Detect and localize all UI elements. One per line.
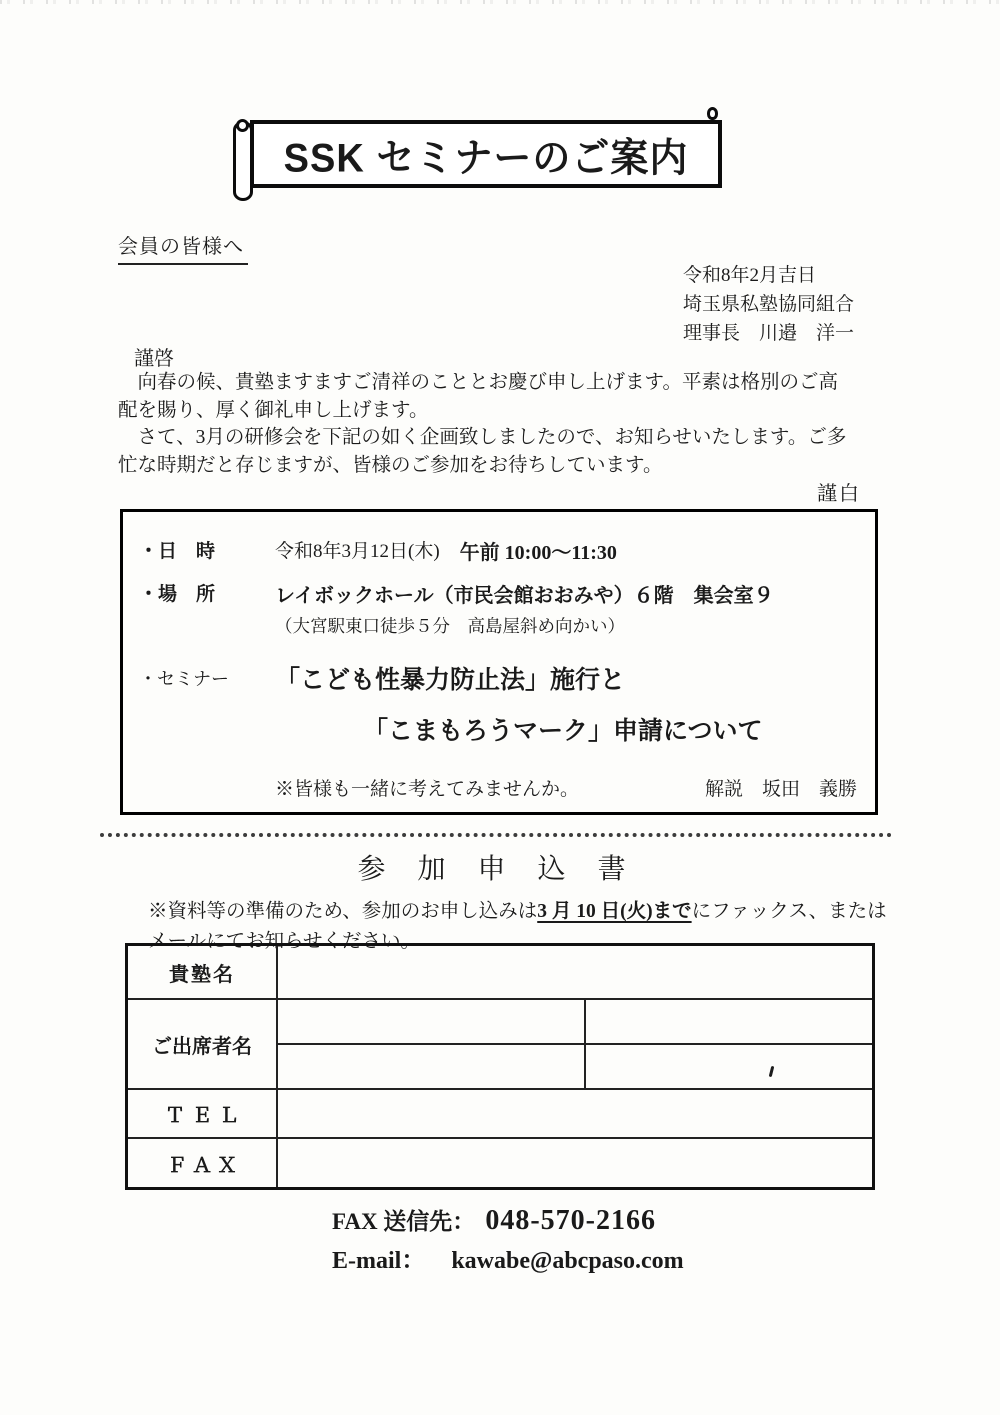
commentator-name: 解説 坂田 義勝 bbox=[704, 779, 857, 800]
school-name-label: 貴塾名 bbox=[128, 946, 278, 998]
box-footer-note: ※皆様も一緒に考えてみませんか。 bbox=[275, 779, 580, 800]
tel-input-cell[interactable] bbox=[278, 1090, 872, 1137]
attendee-2-extra-cell[interactable] bbox=[586, 1045, 872, 1088]
table-row-tel bbox=[128, 1088, 872, 1137]
seminar-title-block bbox=[275, 660, 763, 747]
attendee-cells bbox=[278, 1000, 872, 1088]
seminar-title-line-1: 「こども性暴力防止法」施行と bbox=[275, 666, 626, 694]
seminar-row bbox=[139, 660, 763, 747]
table-row-attendee-names bbox=[128, 998, 872, 1088]
seminar-title-line-2: 「こまもろうマーク」申請について bbox=[363, 717, 763, 745]
attendee-1-extra-cell[interactable] bbox=[586, 1000, 872, 1043]
application-note-line-2: メールにてお知らせください。 bbox=[148, 931, 421, 952]
title-banner-band bbox=[250, 120, 722, 188]
paragraph-1-line-2: 配を賜り、厚く御礼申し上げます。 bbox=[118, 400, 429, 421]
seminar-details-box bbox=[120, 509, 878, 815]
attendee-row-1 bbox=[278, 1000, 872, 1043]
letter-paragraph-2 bbox=[118, 424, 893, 480]
paragraph-2-line-1: さて、3月の研修会を下記の如く企画致しましたので、お知らせいたします。ご多 bbox=[118, 427, 847, 448]
fax-label: ＦＡＸ bbox=[128, 1139, 278, 1187]
letter-opening: 謹啓 bbox=[134, 348, 174, 370]
seminar-label: ・セミナー bbox=[139, 669, 229, 689]
sender-block bbox=[683, 261, 854, 348]
salutation: 会員の皆様へ bbox=[118, 230, 248, 265]
email-label: E-mail： bbox=[332, 1248, 426, 1274]
place-value bbox=[275, 579, 774, 638]
fax-input-cell[interactable] bbox=[278, 1139, 872, 1187]
contact-block bbox=[332, 1203, 684, 1275]
table-row-fax bbox=[128, 1137, 872, 1187]
attendee-row-2 bbox=[278, 1043, 872, 1088]
document-title: SSK セミナーのご案内 bbox=[283, 136, 689, 181]
application-note-pre: ※資料等の準備のため、参加のお申し込みは bbox=[148, 901, 538, 922]
email-address: kawabe@abcpaso.com bbox=[451, 1248, 684, 1274]
dotted-cut-line bbox=[100, 833, 892, 837]
scroll-curl-icon bbox=[707, 107, 718, 120]
application-note-post: にファックス、または bbox=[691, 901, 887, 922]
letter-paragraph-1 bbox=[118, 369, 893, 425]
scan-noise-artifact bbox=[0, 0, 1000, 4]
application-form-table bbox=[125, 943, 875, 1190]
place-access-note: （大宮駅東口徒歩５分 高島屋斜め向かい） bbox=[275, 616, 625, 636]
attendee-1-name-cell[interactable] bbox=[278, 1000, 586, 1043]
fax-contact-line bbox=[332, 1203, 684, 1237]
place-name: レイボックホール（市民会館おおみや）６階 集会室９ bbox=[275, 585, 774, 607]
application-form-heading: 参 加 申 込 書 bbox=[357, 854, 628, 885]
place-label: ・場 所 bbox=[139, 584, 216, 605]
datetime-date: 令和8年3月12日(木) bbox=[275, 541, 440, 562]
email-contact-line bbox=[332, 1240, 684, 1275]
datetime-row bbox=[139, 536, 617, 565]
attendee-names-label: ご出席者名 bbox=[128, 1000, 278, 1088]
attendee-2-name-cell[interactable] bbox=[278, 1045, 586, 1088]
school-name-input-cell[interactable] bbox=[278, 946, 872, 998]
title-banner bbox=[233, 109, 733, 204]
tel-label: ＴＥＬ bbox=[128, 1090, 278, 1137]
datetime-label: ・日 時 bbox=[139, 541, 216, 562]
table-row-school-name bbox=[128, 946, 872, 998]
paragraph-1-line-1: 向春の候、貴塾ますますご清祥のこととお慶び申し上げます。平素は格別のご高 bbox=[118, 372, 838, 393]
sender-organization: 埼玉県私塾協同組合 bbox=[683, 294, 855, 315]
letter-closing: 謹白 bbox=[817, 483, 861, 505]
fax-number: 048-570-2166 bbox=[485, 1205, 656, 1236]
application-deadline: 3 月 10 日(火)まで bbox=[537, 901, 692, 922]
box-footer-row bbox=[275, 774, 857, 801]
place-row bbox=[139, 579, 774, 638]
scroll-roll-loop-icon bbox=[236, 119, 249, 132]
paragraph-2-line-2: 忙な時期だと存じますが、皆様のご参加をお待ちしています。 bbox=[118, 455, 663, 476]
sender-name: 理事長 川邉 洋一 bbox=[683, 323, 855, 344]
letter-date: 令和8年2月吉日 bbox=[683, 265, 817, 286]
datetime-time: 午前 10:00～11:30 bbox=[459, 542, 617, 564]
fax-destination-label: FAX 送信先： bbox=[332, 1209, 476, 1234]
